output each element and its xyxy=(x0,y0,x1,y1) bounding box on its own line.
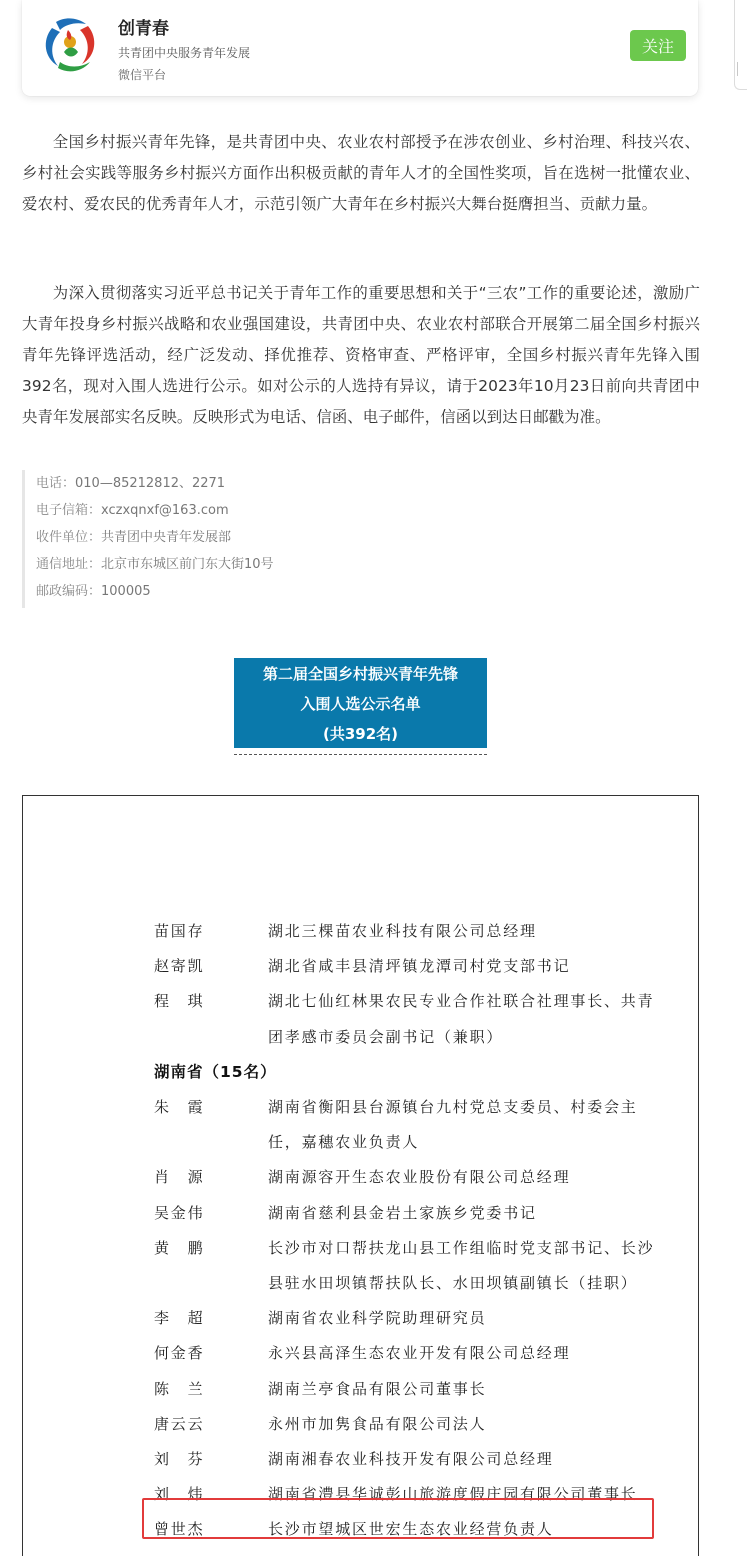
list-item: 赵寄凯 湖北省咸丰县清坪镇龙潭司村党支部书记 xyxy=(154,957,571,976)
title-divider xyxy=(234,754,487,755)
account-card[interactable] xyxy=(22,0,698,96)
list-item: 李 超 湖南省农业科学院助理研究员 xyxy=(154,1309,487,1328)
list-item: 何金香 永兴县高泽生态农业开发有限公司总经理 xyxy=(154,1344,571,1363)
list-title-line-2: 入围人选公示名单 xyxy=(300,695,421,713)
contact-email: 电子信箱：xczxqnxf@163.com xyxy=(36,503,229,518)
contact-block xyxy=(22,470,700,608)
article-paragraph-2: 为深入贯彻落实习近平总书记关于青年工作的重要思想和关于“三农”工作的重要论述，激励广大青年投身乡村振兴战略和农业强国建设，共青团中央、农业农村部联合开展第二届全国乡村振兴青年先锋评选活动，经广泛发动、择优推荐、资格审查、严格评审，全国乡村振兴青年先锋入围392名，现对入围人选进行公示。如对公示的人选持有异议，请于2023年10月23日前向共青团中央青年发展部实名反映。反映形式为电话、信函、电子邮件，信函以到达日邮戳为准。 xyxy=(22,284,700,426)
account-type: 微信平台 xyxy=(118,68,167,82)
list-item: 陈 兰 湖南兰亭食品有限公司董事长 xyxy=(154,1379,487,1398)
list-item: 曾世杰 长沙市望城区世宏生态农业经营负责人 xyxy=(154,1520,554,1539)
contact-phone: 电话：010—85212812、2271 xyxy=(36,476,226,491)
list-item: 苗国存 湖北三棵苗农业科技有限公司总经理 xyxy=(154,922,537,940)
list-title-line-1: 第二届全国乡村振兴青年先锋 xyxy=(262,665,458,683)
contact-postcode: 邮政编码：100005 xyxy=(36,584,151,599)
contact-recipient: 收件单位：共青团中央青年发展部 xyxy=(36,530,232,545)
list-title-line-3: (共392名) xyxy=(322,725,399,743)
list-item: 唐云云 永州市加隽食品有限公司法人 xyxy=(154,1414,487,1433)
side-panel-edge xyxy=(734,0,747,90)
list-item: 吴金伟 湖南省慈利县金岩土家族乡党委书记 xyxy=(154,1203,537,1222)
article-paragraph-1: 全国乡村振兴青年先锋，是共青团中央、农业农村部授予在涉农创业、乡村治理、科技兴农、乡村社会实践等服务乡村振兴方面作出积极贡献的青年人才的全国性奖项，旨在选树一批懂农业、爱农村、爱农民的优秀青年人才，示范引领广大青年在乡村振兴大舞台挺膺担当、贡献力量。 xyxy=(22,133,700,213)
list-item: 刘 芬 湖南湘春农业科技开发有限公司总经理 xyxy=(154,1450,554,1469)
list-item: 朱 霞 湖南省衡阳县台源镇台九村党总支委员、村委会主任，嘉穗农业负责人 xyxy=(154,1098,638,1152)
account-logo-icon xyxy=(38,12,102,76)
contact-address: 通信地址：北京市东城区前门东大街10号 xyxy=(36,557,274,572)
account-description: 共青团中央服务青年发展 xyxy=(118,46,251,60)
list-item: 黄 鹏 长沙市对口帮扶龙山县工作组临时党支部书记、长沙县驻水田坝镇帮扶队长、水田坝镇副镇长（挂职） xyxy=(154,1238,655,1293)
list-title-banner xyxy=(234,658,487,748)
list-item: 程 琪 湖北七仙红林果农民专业合作社联合社理事长、共青团孝感市委员会副书记（兼职） xyxy=(154,992,655,1046)
candidate-list xyxy=(154,914,674,1548)
province-heading: 湖南省（15名） xyxy=(154,1062,277,1081)
follow-button[interactable]: 关注 xyxy=(630,30,686,61)
list-item-highlighted: 刘 炜 湖南省澧县华诚彭山旅游度假庄园有限公司董事长 xyxy=(154,1485,638,1504)
account-name[interactable]: 创青春 xyxy=(118,19,169,39)
list-item: 肖 源 湖南源容开生态农业股份有限公司总经理 xyxy=(154,1168,571,1187)
highlight-box xyxy=(142,1498,654,1539)
list-document-image[interactable] xyxy=(22,795,699,1556)
